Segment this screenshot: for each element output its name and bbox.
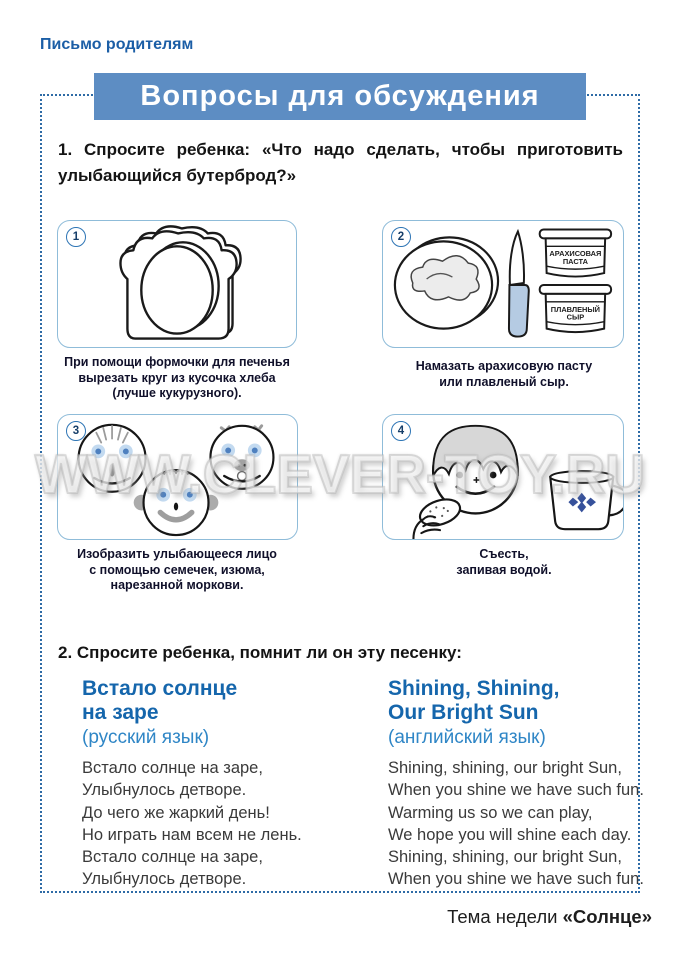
song-lyrics-russian: Встало солнце на заре, Улыбнулось детворе. До чего же жаркий день! Но играть нам всем не лень. Встало солнце на заре, Улыбнулось детворе. <box>82 759 302 889</box>
week-theme-topic: «Солнце» <box>562 906 652 927</box>
svg-text:ПЛАВЛЕНЫЙ: ПЛАВЛЕНЫЙ <box>550 304 600 314</box>
song-language-english: (английский язык) <box>388 727 546 748</box>
step-number-badge: 3 <box>66 421 86 441</box>
song-title-english: Shining, Shining, Our Bright Sun <box>388 677 560 724</box>
step-caption-4: Съесть, запивая водой. <box>456 547 552 577</box>
song-lyrics-english: Shining, shining, our bright Sun, When you shine we have such fun. Warming us so we can play, We hope you will shine each day. Shining, shining, our bright Sun, When you shine we have such fun. <box>388 759 644 889</box>
question-1-line-2: улыбающийся бутерброд?» <box>58 166 297 185</box>
page-title-banner: Вопросы для обсуждения <box>94 73 586 120</box>
sandwich-faces-illustration <box>58 415 297 539</box>
svg-text:АРАХИСОВАЯ: АРАХИСОВАЯ <box>549 249 602 259</box>
step-number-badge: 1 <box>66 227 86 247</box>
question-1-line-1: 1. Спросите ребенка: «Что надо сделать, чтобы приготовить <box>58 140 623 159</box>
song-english <box>388 677 668 891</box>
step-caption-3: Изобразить улыбающееся лицо с помощью семечек, изюма, нарезанной моркови. <box>77 547 277 592</box>
spread-ingredients-illustration <box>383 221 623 347</box>
song-russian <box>82 677 372 891</box>
step-panel-4 <box>382 414 624 540</box>
song-language-russian: (русский язык) <box>82 727 210 748</box>
svg-text:СЫР: СЫР <box>566 312 585 322</box>
step-number-badge: 4 <box>391 421 411 441</box>
step-number-badge: 2 <box>391 227 411 247</box>
eating-child-illustration <box>383 415 623 539</box>
step-caption-2: Намазать арахисовую пасту или плавленый сыр. <box>415 359 593 389</box>
step-panel-2 <box>382 220 624 348</box>
question-1 <box>58 137 623 189</box>
step-caption-1: При помощи формочки для печенья вырезать круг из кусочка хлеба (лучше кукурузного). <box>64 355 290 400</box>
svg-text:ПАСТА: ПАСТА <box>562 257 588 267</box>
week-theme-footer <box>447 906 652 928</box>
step-panel-3 <box>57 414 298 540</box>
bread-cutout-illustration <box>58 221 296 347</box>
week-theme-prefix: Тема недели <box>447 906 563 927</box>
song-title-russian: Встало солнце на заре <box>82 677 238 724</box>
step-panel-1 <box>57 220 297 348</box>
site-watermark: WWW.CLEVER-TOY.RU <box>34 443 646 505</box>
page-header-label: Письмо родителям <box>40 36 194 53</box>
question-2: 2. Спросите ребенка, помнит ли он эту песенку: <box>58 643 462 662</box>
